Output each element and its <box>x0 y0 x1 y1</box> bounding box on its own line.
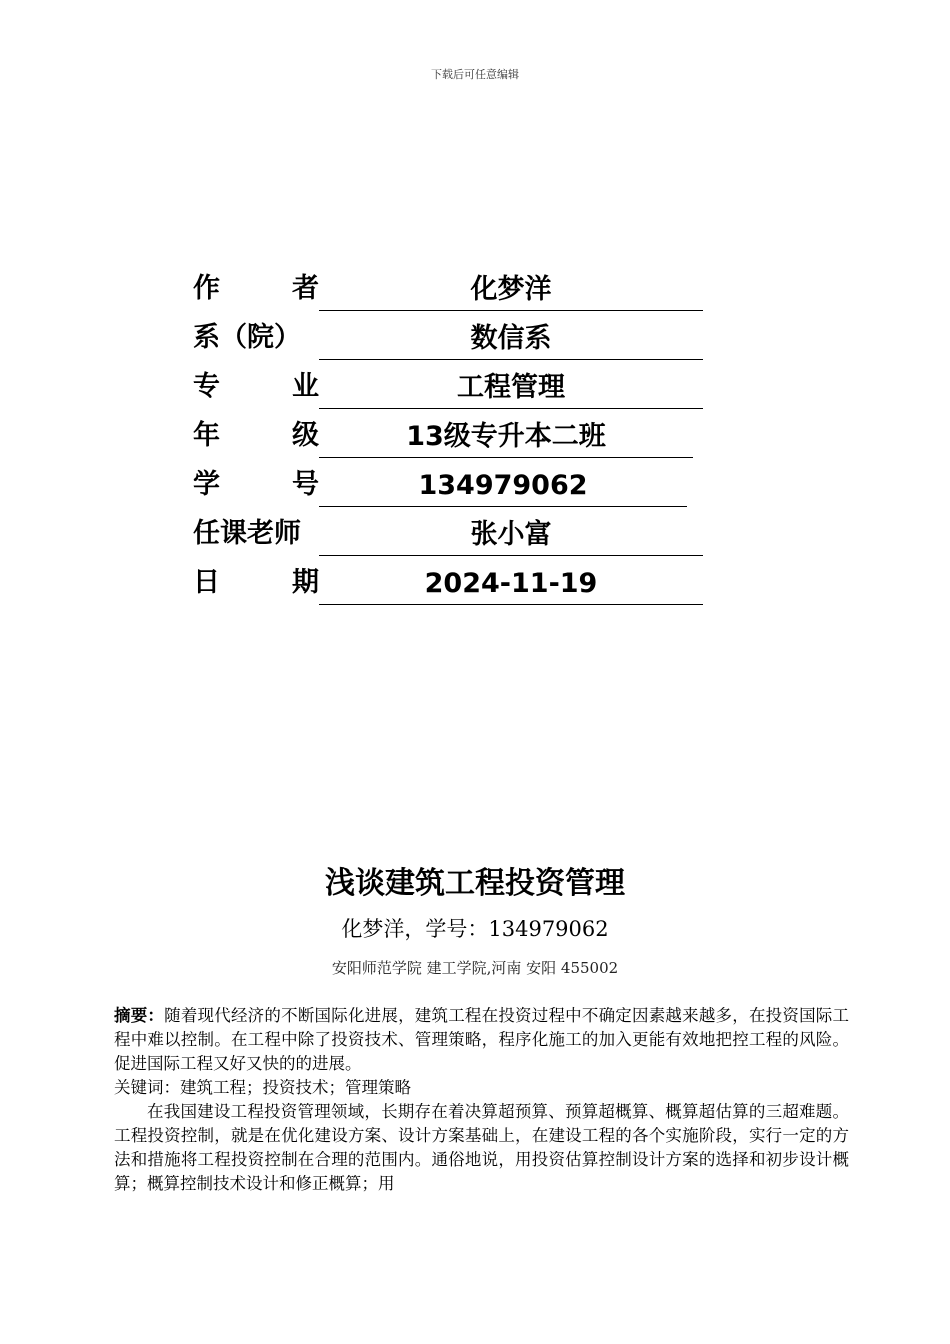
info-label-date <box>193 565 319 605</box>
info-value-author <box>319 272 703 311</box>
info-label-char: 级 <box>292 420 319 451</box>
info-value-teacher <box>319 517 703 556</box>
info-value-text: 13级专升本二班 <box>406 421 606 452</box>
info-label-char: 者 <box>292 273 319 304</box>
info-value-text: 工程管理 <box>457 372 565 403</box>
info-label-char: 作 <box>193 273 220 304</box>
info-label-department <box>193 320 319 360</box>
info-label-char: 专 <box>193 371 220 402</box>
info-value-grade <box>319 419 693 458</box>
info-row-department <box>193 311 713 360</box>
info-label-char: 业 <box>292 371 319 402</box>
info-label-author <box>193 271 319 311</box>
info-label-char: 任课老师 <box>193 518 301 549</box>
info-label-grade <box>193 418 319 458</box>
body-paragraph: 在我国建设工程投资管理领域，长期存在着决算超预算、预算超概算、概算超估算的三超难题。工程投资控制，就是在优化建设方案、设计方案基础上，在建设工程的各个实施阶段，实行一定的方法和措施将工程投资控制在合理的范围内。通俗地说，用投资估算控制设计方案的选择和初步设计概算；概算控制技术设计和修正概算；用 <box>114 1102 849 1193</box>
info-label-char: 期 <box>292 567 319 598</box>
cover-info-table <box>193 262 713 605</box>
info-row-grade <box>193 409 713 458</box>
keywords-line: 关键词：建筑工程；投资技术；管理策略 <box>114 1078 411 1097</box>
info-value-department <box>319 321 703 360</box>
info-row-date <box>193 556 713 605</box>
info-label-teacher <box>193 516 319 556</box>
info-value-text: 2024-11-19 <box>424 568 598 599</box>
paper-author-line: 化梦洋，学号：134979062 <box>341 917 609 941</box>
info-label-char: 年 <box>193 420 220 451</box>
info-label-char: 日 <box>193 567 220 598</box>
info-value-date <box>319 566 703 605</box>
abstract-label: 摘要： <box>114 1006 165 1025</box>
info-label-major <box>193 369 319 409</box>
info-label-char: 系（院） <box>193 322 301 353</box>
info-row-major <box>193 360 713 409</box>
paper-affiliation: 安阳师范学院 建工学院,河南 安阳 455002 <box>331 959 619 977</box>
info-label-char: 号 <box>292 469 319 500</box>
paper-title: 浅谈建筑工程投资管理 <box>325 866 625 901</box>
abstract-text: 随着现代经济的不断国际化进展，建筑工程在投资过程中不确定因素越来越多，在投资国际工程中难以控制。在工程中除了投资技术、管理策略，程序化施工的加入更能有效地把控工程的风险。促进国际工程又好又快的的进展。 <box>114 1006 850 1073</box>
abstract-paragraph <box>114 1004 849 1076</box>
info-value-text: 化梦洋 <box>470 274 552 305</box>
info-value-text: 数信系 <box>470 323 552 354</box>
info-value-major <box>319 370 703 409</box>
info-row-student-id <box>193 458 713 507</box>
paper-body <box>114 1004 849 1196</box>
header-note: 下载后可任意编辑 <box>431 68 519 81</box>
info-label-char: 学 <box>193 469 220 500</box>
info-value-student-id <box>319 468 687 507</box>
info-row-teacher <box>193 507 713 556</box>
info-value-text: 134979062 <box>418 470 588 501</box>
info-value-text: 张小富 <box>470 519 552 550</box>
info-label-student-id <box>193 467 319 507</box>
info-row-author <box>193 262 713 311</box>
